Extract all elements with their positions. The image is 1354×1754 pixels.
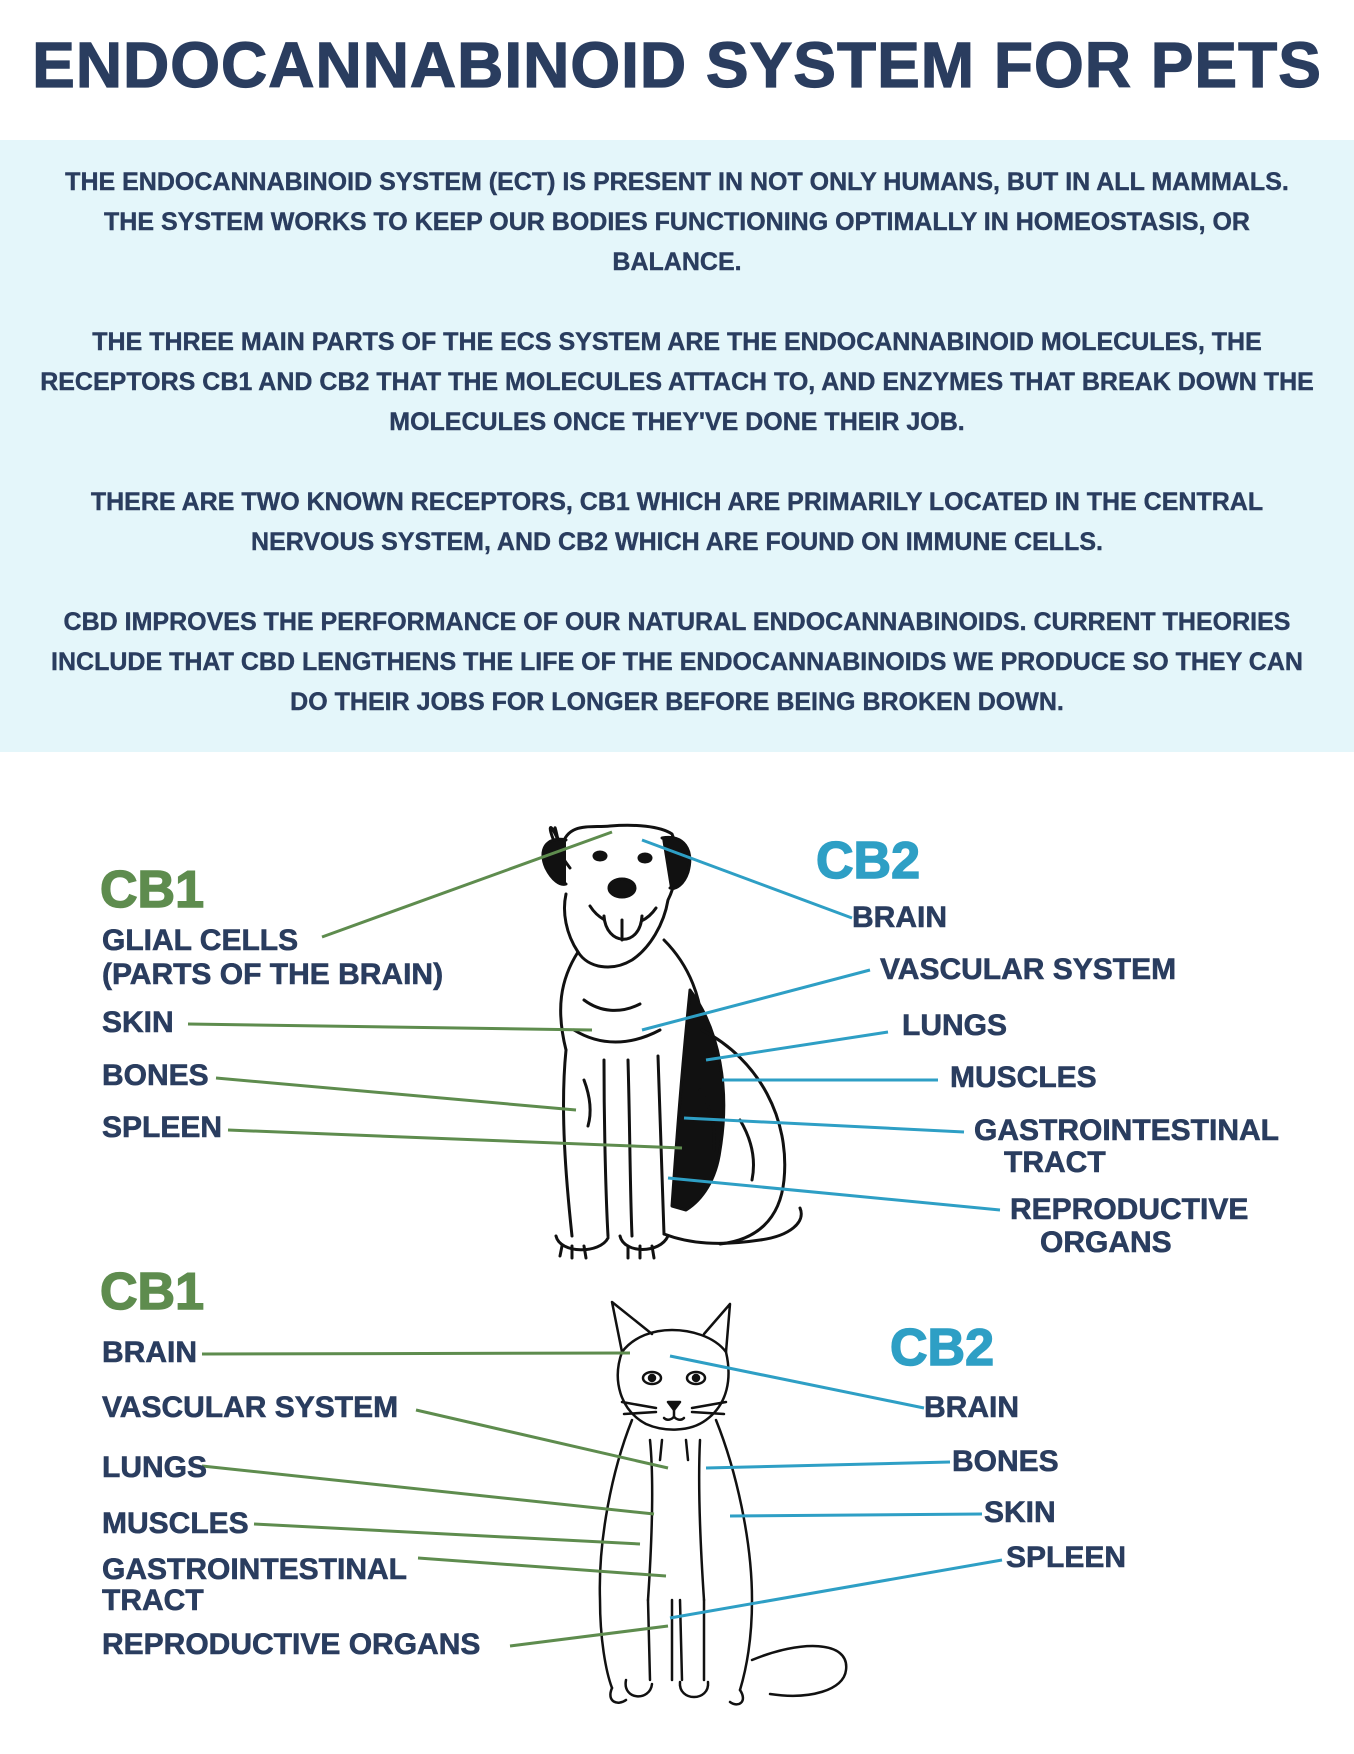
dog-cb2-brain: BRAIN [852,901,947,934]
dog-illustration [543,825,801,1258]
dog-cb2-header: CB2 [816,832,921,890]
intro-paragraph-parts: THE THREE MAIN PARTS OF THE ECS SYSTEM ARE THE ENDOCANNABINOID MOLECULES, THE RECEPTORS CB1 AND CB2 THAT THE MOLECULES ATTACH TO, AND ENZYMES THAT BREAK DOWN THE MOLECULES ONCE THEY'VE DONE THEIR JOB. [40,328,1314,436]
dog-cb2-muscles: MUSCLES [950,1061,1097,1094]
intro-paragraph-cbd: CBD IMPROVES THE PERFORMANCE OF OUR NATURAL ENDOCANNABINOIDS. CURRENT THEORIES INCLUDE THAT CBD LENGTHENS THE LIFE OF THE ENDOCANNABINOIDS WE PRODUCE SO THEY CAN DO THEIR JOBS FOR LONGER BEFORE BEING BROKEN DOWN. [51,608,1303,716]
cat-cb1-lungs: LUNGS [102,1451,207,1484]
dog-cb1-bones: BONES [102,1059,209,1092]
page-title: ENDOCANNABINOID SYSTEM FOR PETS [32,29,1322,101]
dog-cb2-organs: ORGANS [1040,1226,1172,1259]
cat-cb2-header: CB2 [890,1319,995,1377]
dog-cb1-spleen: SPLEEN [102,1111,223,1144]
dog-cb2-reproductive: REPRODUCTIVE [1010,1193,1249,1226]
cat-illustration [600,1302,846,1704]
dog-cb2-vascular: VASCULAR SYSTEM [880,953,1177,986]
dog-cb1-header: CB1 [100,861,205,919]
cat-cb2-bones: BONES [952,1445,1059,1478]
cat-cb1-gastro: GASTROINTESTINAL [102,1553,407,1586]
dog-cb2-tract: TRACT [1004,1146,1106,1179]
dog-cb1-skin: SKIN [102,1006,174,1039]
cat-cb1-tract: TRACT [102,1584,204,1617]
dog-cb1-brain-parts: (PARTS OF THE BRAIN) [102,958,444,991]
cat-cb2-spleen: SPLEEN [1006,1541,1127,1574]
dog-cb2-gastro: GASTROINTESTINAL [974,1114,1279,1147]
cat-cb1-muscles: MUSCLES [102,1507,249,1540]
cat-cb2-skin: SKIN [984,1496,1056,1529]
cat-cb1-reproductive: REPRODUCTIVE ORGANS [102,1628,481,1661]
cat-cb1-brain: BRAIN [102,1336,197,1369]
dog-cb2-lungs: LUNGS [902,1009,1007,1042]
intro-paragraph-ecs: THE ENDOCANNABINOID SYSTEM (ECT) IS PRESENT IN NOT ONLY HUMANS, BUT IN ALL MAMMALS. THE SYSTEM WORKS TO KEEP OUR BODIES FUNCTIONING OPTIMALLY IN HOMEOSTASIS, OR BALANCE. [65,168,1289,276]
cat-cb1-header: CB1 [100,1263,205,1321]
cat-cb1-vascular: VASCULAR SYSTEM [102,1391,399,1424]
cat-cb2-brain: BRAIN [924,1391,1019,1424]
dog-cb1-glial-cells: GLIAL CELLS [102,924,299,957]
intro-paragraph-receptors: THERE ARE TWO KNOWN RECEPTORS, CB1 WHICH ARE PRIMARILY LOCATED IN THE CENTRAL NERVOUS SYSTEM, AND CB2 WHICH ARE FOUND ON IMMUNE CELLS. [90,488,1264,556]
